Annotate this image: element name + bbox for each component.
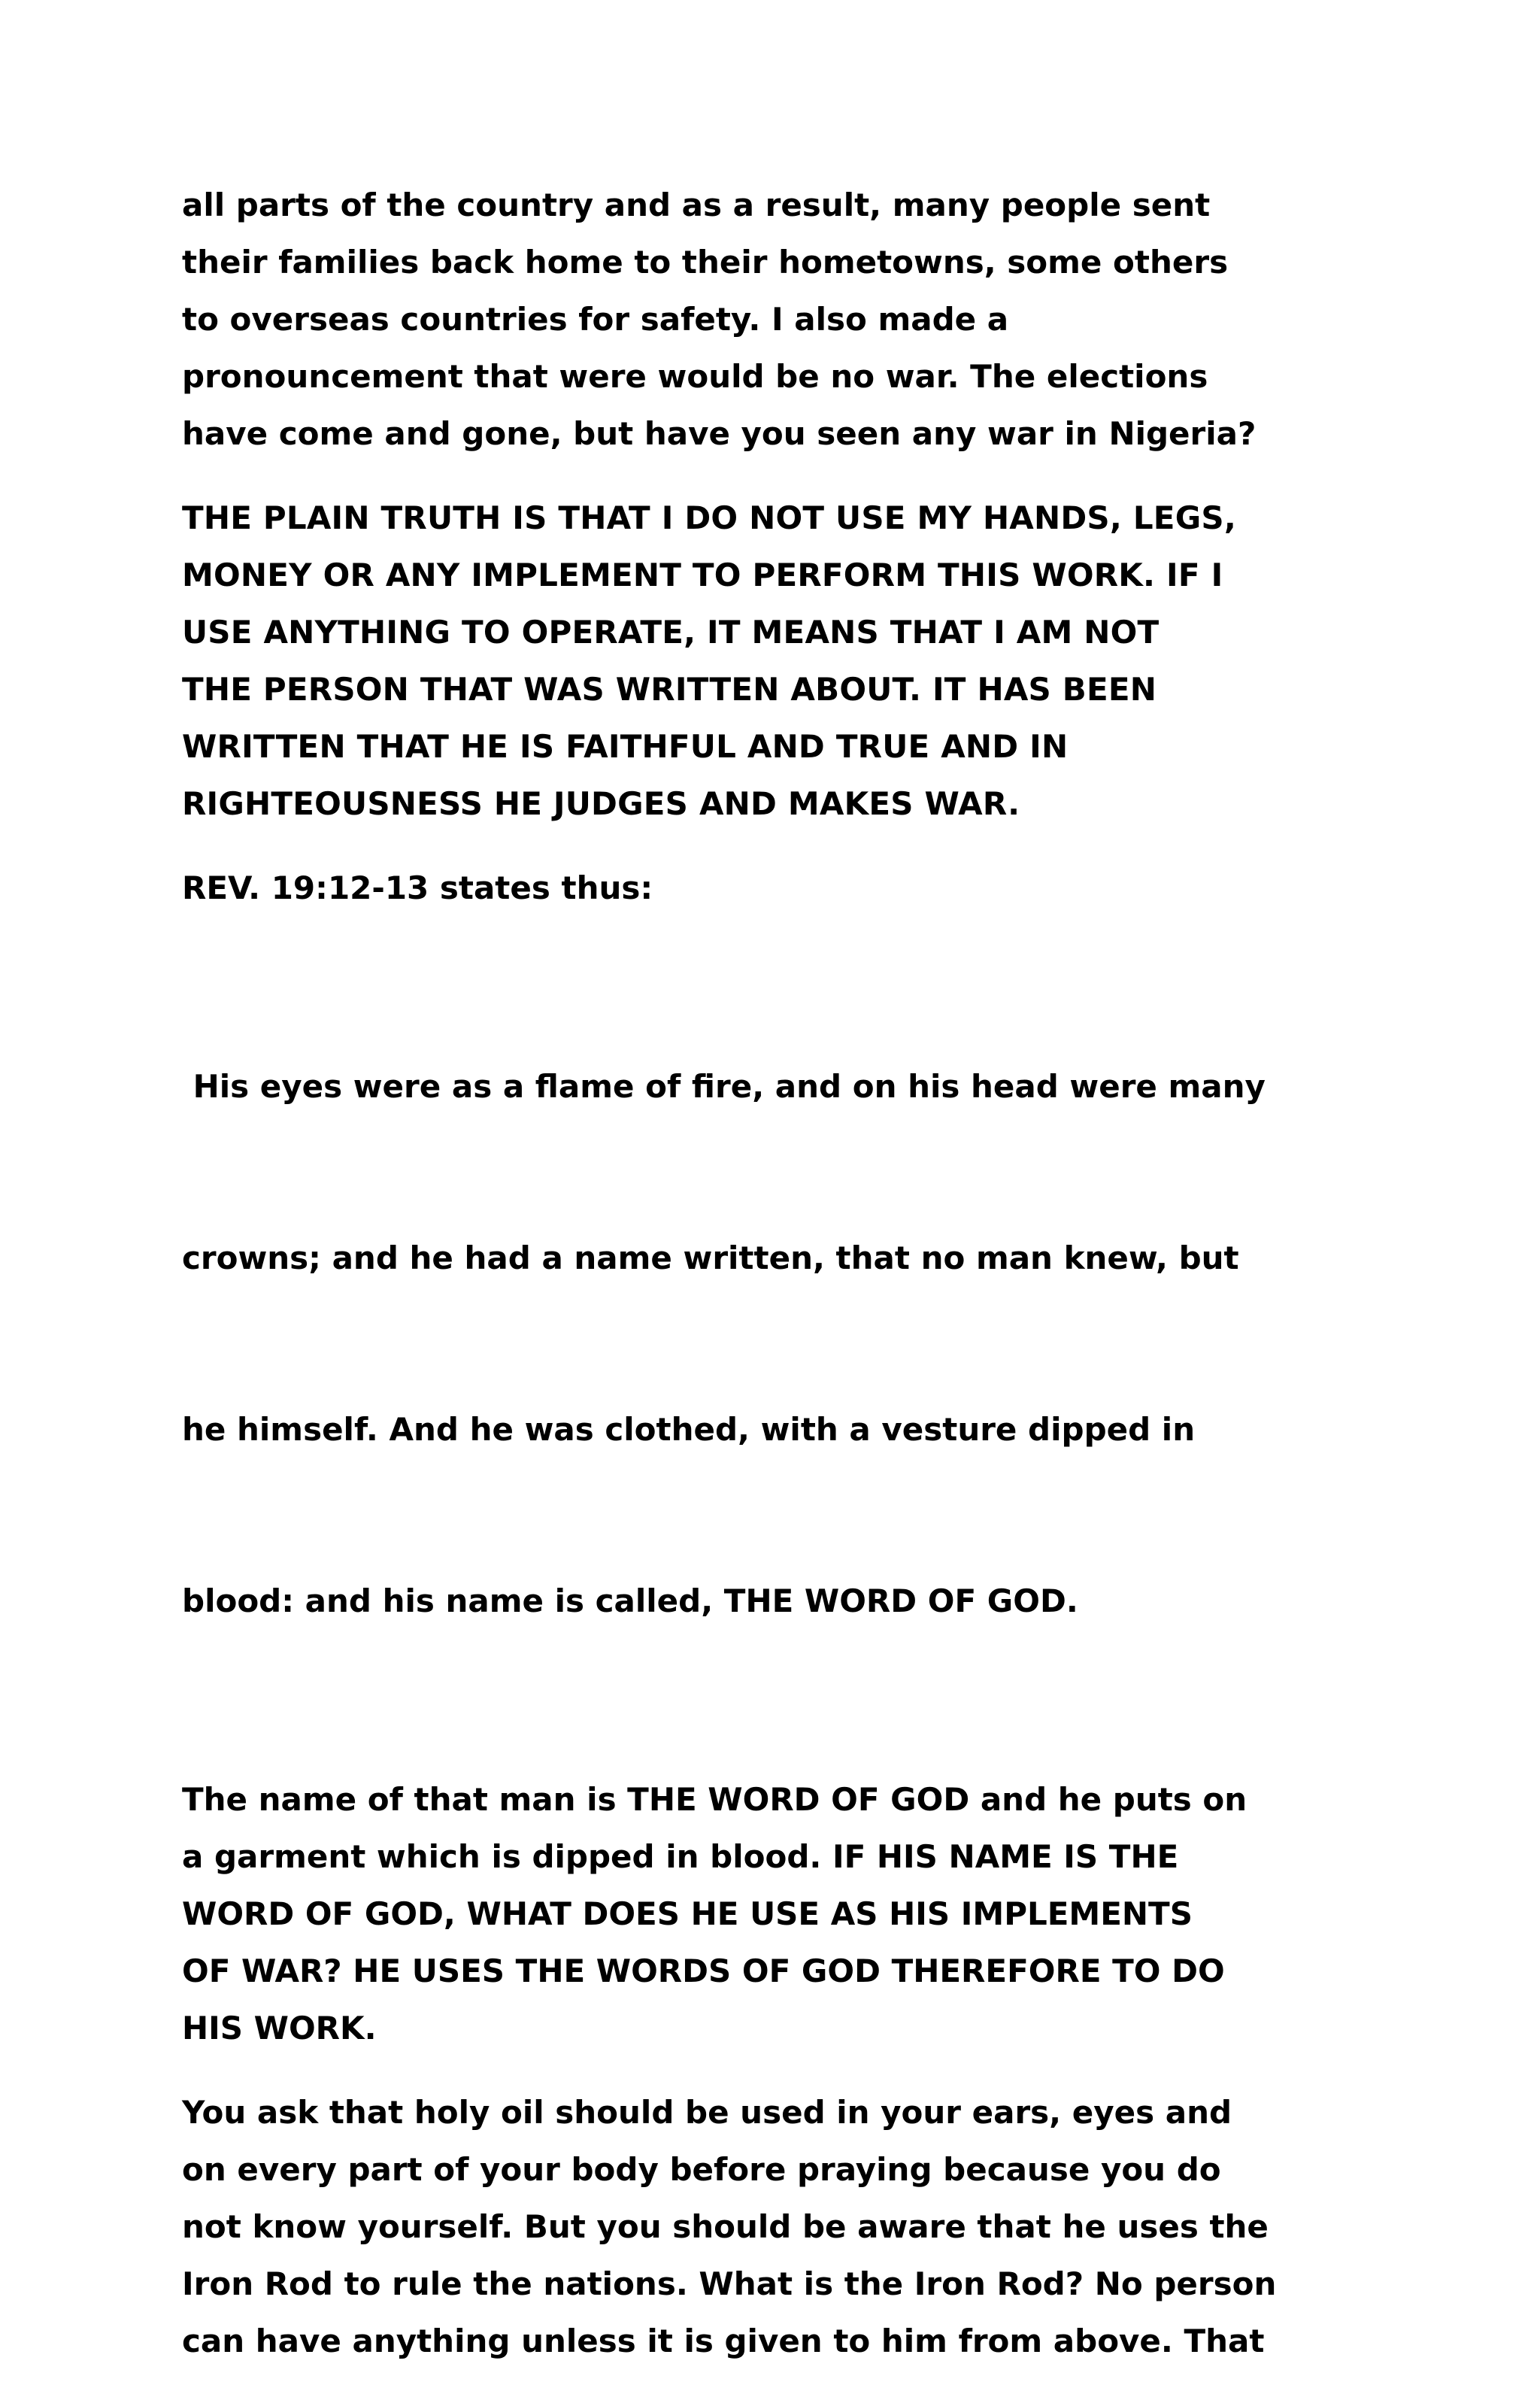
text-line: can have anything unless it is given to him from above. That: [182, 2323, 1265, 2359]
paragraph-2: [182, 490, 1370, 833]
text-line: Iron Rod to rule the nations. What is the Iron Rod? No person: [182, 2265, 1277, 2302]
text-line: all parts of the country and as a result, many people sent: [182, 187, 1211, 223]
paragraph-4: [182, 944, 1370, 1744]
text-line: You ask that holy oil should be used in your ears, eyes and: [182, 2094, 1232, 2131]
text-line: their families back home to their hometowns, some others: [182, 244, 1229, 281]
text-line: blood: and his name is called, THE WORD OF GOD.: [182, 1582, 1078, 1619]
text-line: not know yourself. But you should be aware that he uses the: [182, 2208, 1269, 2245]
text-line: on every part of your body before praying because you do: [182, 2151, 1221, 2188]
text-line: THE PLAIN TRUTH IS THAT I DO NOT USE MY HANDS, LEGS,: [182, 499, 1236, 536]
paragraph-6: [182, 2084, 1370, 2370]
text-line: The name of that man is THE WORD OF GOD and he puts on: [182, 1781, 1247, 1818]
text-line: HIS WORK.: [182, 2010, 377, 2047]
text-line: pronouncement that were would be no war. The elections: [182, 358, 1208, 395]
text-line: OF WAR? HE USES THE WORDS OF GOD THEREFORE TO DO: [182, 1952, 1225, 1989]
text-line: REV. 19:12-13 states thus:: [182, 869, 653, 906]
text-line: RIGHTEOUSNESS HE JUDGES AND MAKES WAR.: [182, 785, 1020, 822]
text-line: have come and gone, but have you seen any war in Nigeria?: [182, 415, 1257, 452]
text-line: to overseas countries for safety. I also made a: [182, 301, 1009, 338]
document-body: [182, 177, 1370, 2397]
text-line: MONEY OR ANY IMPLEMENT TO PERFORM THIS WORK. IF I: [182, 557, 1223, 593]
text-line: WORD OF GOD, WHAT DOES HE USE AS HIS IMPLEMENTS: [182, 1895, 1193, 1932]
text-line: USE ANYTHING TO OPERATE, IT MEANS THAT I AM NOT: [182, 614, 1160, 651]
text-line: a garment which is dipped in blood. IF HIS NAME IS THE: [182, 1838, 1179, 1875]
text-line: THE PERSON THAT WAS WRITTEN ABOUT. IT HAS BEEN: [182, 671, 1157, 708]
text-line: he himself. And he was clothed, with a vesture dipped in: [182, 1411, 1196, 1448]
paragraph-1: [182, 177, 1370, 463]
paragraph-5: [182, 1771, 1370, 2057]
text-line: His eyes were as a flame of fire, and on his head were many: [182, 1068, 1266, 1105]
text-line: WRITTEN THAT HE IS FAITHFUL AND TRUE AND IN: [182, 728, 1069, 765]
paragraph-3: [182, 860, 1370, 917]
text-line: crowns; and he had a name written, that no man knew, but: [182, 1239, 1239, 1276]
